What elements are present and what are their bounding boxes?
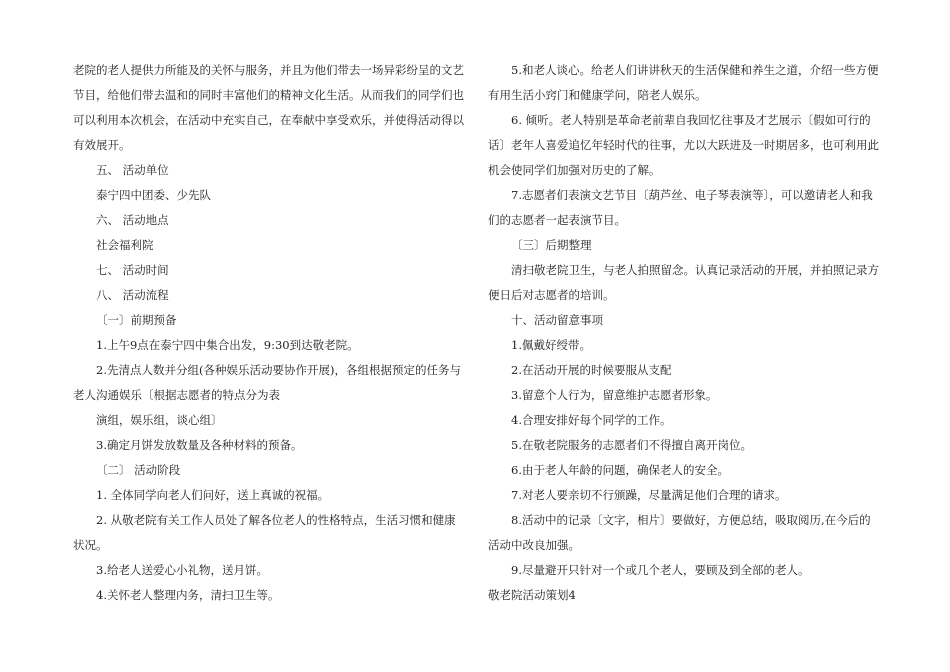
document-title: 敬老院活动策划4	[488, 588, 576, 602]
list-item: 1.佩戴好绶带。	[511, 338, 591, 352]
list-item: 3.给老人送爱心小礼物，送月饼。	[96, 563, 268, 577]
section-heading: 六、 活动地点	[96, 213, 169, 227]
list-item: 2. 从敬老院有关工作人员处了解各位老人的性格特点，生活习惯和健康状况。	[73, 513, 456, 552]
paragraph: 社会福利院	[96, 238, 154, 252]
section-heading: 五、 活动单位	[96, 163, 169, 177]
paragraph: 泰宁四中团委、少先队	[96, 188, 211, 202]
list-item: 7.对老人要亲切不行颁躁，尽量满足他们合理的请求。	[511, 488, 787, 502]
list-item: 6.由于老人年龄的问题，确保老人的安全。	[511, 463, 729, 477]
list-item: 5.在敬老院服务的志愿者们不得擅自离开岗位。	[511, 438, 752, 452]
list-item: 7.志愿者们表演文艺节目〔葫芦丝、电子琴表演等〕，可以邀请老人和我们的志愿者一起表演节目。	[488, 188, 873, 227]
list-item: 3.确定月饼发放数量及各种材料的预备。	[96, 438, 303, 452]
section-heading: 七、 活动时间	[96, 263, 169, 277]
list-item: 3.留意个人行为，留意维护志愿者形象。	[511, 388, 718, 402]
list-item: 1.上午9点在泰宁四中集合出发，9:30到达敬老院。	[96, 338, 359, 352]
list-item: 9.尽量避开只针对一个或几个老人，要顾及到全部的老人。	[511, 563, 810, 577]
list-item: 4.关怀老人整理内务，清扫卫生等。	[96, 588, 280, 602]
section-heading: 十、活动留意事项	[511, 313, 603, 327]
section-heading: 八、 活动流程	[96, 288, 169, 302]
right-column	[488, 58, 880, 608]
subsection-heading: 〔一〕前期预备	[96, 313, 177, 327]
list-item: 4.合理安排好每个同学的工作。	[511, 413, 672, 427]
list-item: 2.在活动开展的时候要服从支配	[511, 363, 672, 377]
subsection-heading: 〔三〕后期整理	[511, 238, 592, 252]
intro-paragraph: 老院的老人提供力所能及的关怀与服务，并且为他们带去一场异彩纷呈的文艺节目，给他们带去温和的同时丰富他们的精神文化生活。从而我们的同学们也可以利用本次机会，在活动中充实自己，在奉献中享受欢乐，并使得活动得以有效展开。	[73, 63, 464, 152]
list-item: 6. 倾听。老人特别是革命老前辈自我回忆往事及才艺展示〔假如可行的话〕老年人喜爱追忆年轻时代的往事，尤以大跃进及一时期居多，也可利用此机会使同学们加强对历史的了解。	[488, 113, 879, 177]
list-item: 2.先清点人数并分组(各种娱乐活动要协作开展)，各组根据预定的任务与老人沟通娱乐〔根据志愿者的特点分为表	[73, 363, 461, 402]
list-item: 8.活动中的记录〔文字，相片〕要做好，方便总结，吸取阅历,在今后的活动中改良加强。	[488, 513, 871, 552]
list-item: 5.和老人谈心。给老人们讲讲秋天的生活保健和养生之道，介绍一些方便有用生活小窍门和健康学问，陪老人娱乐。	[488, 63, 879, 102]
list-item-continuation: 演组，娱乐组，谈心组〕	[96, 413, 223, 427]
subsection-heading: 〔二〕 活动阶段	[96, 463, 181, 477]
paragraph: 清扫敬老院卫生，与老人拍照留念。认真记录活动的开展，并拍照记录方便日后对志愿者的培训。	[488, 263, 879, 302]
list-item: 1. 全体同学向老人们问好，送上真诚的祝福。	[96, 488, 330, 502]
left-column	[73, 58, 465, 608]
